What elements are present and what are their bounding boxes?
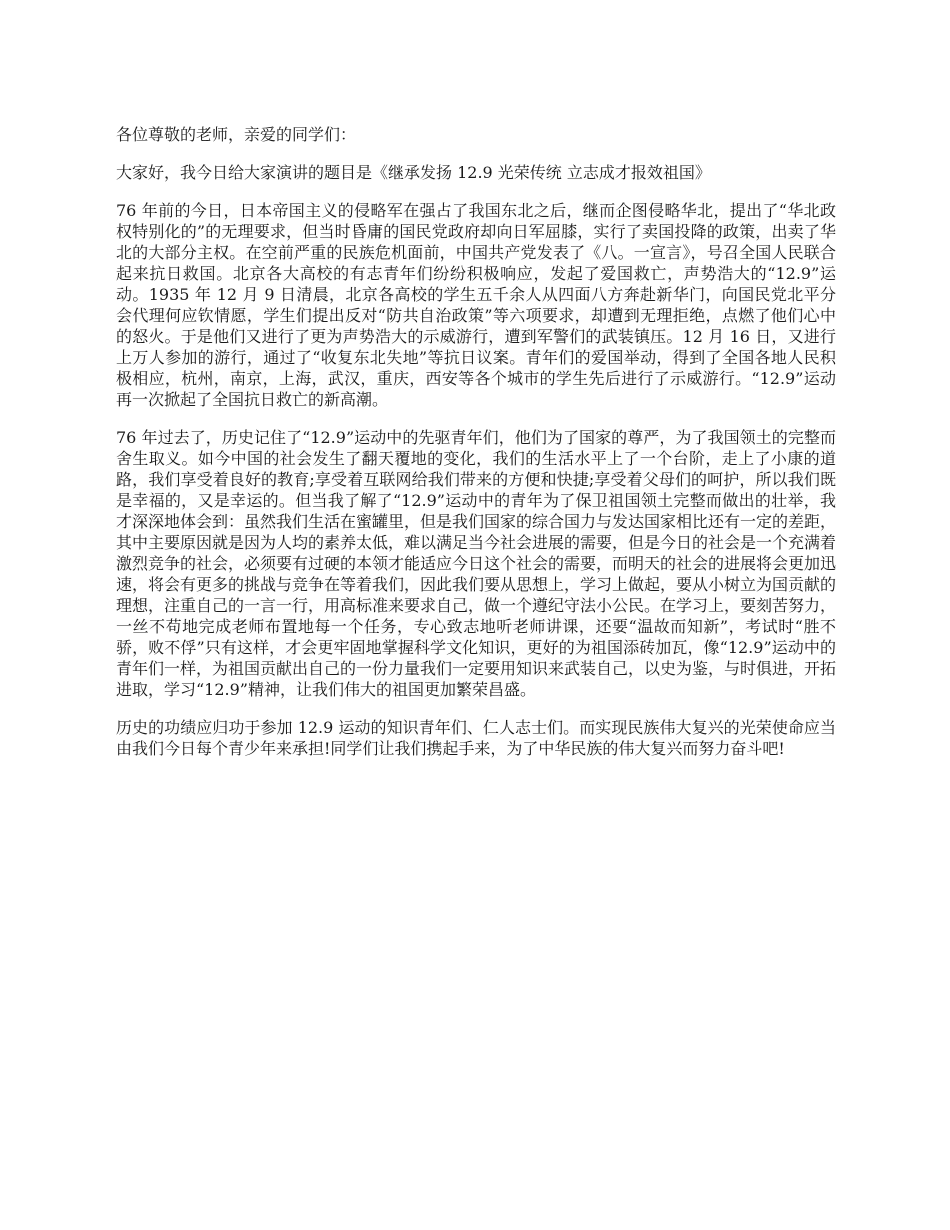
paragraph-reflection: 76 年过去了，历史记住了“12.9”运动中的先驱青年们，他们为了国家的尊严，为了我国领土的完整而舍生取义。如今中国的社会发生了翻天覆地的变化，我们的生活水平上了一个台阶，走上了小康的道路，我们享受着良好的教育;享受着互联网给我们带来的方便和快捷;享受着父母们的呵护，所以我们既是幸福的，又是幸运的。但当我了解了“12.9”运动中的青年为了保卫祖国领土完整而做出的壮举，我才深深地体会到：虽然我们生活在蜜罐里，但是我们国家的综合国力与发达国家相比还有一定的差距，其中主要原因就是因为人均的素养太低，难以满足当今社会进展的需要，但是今日的社会是一个充满着激烈竞争的社会，必须要有过硬的本领才能适应今日这个社会的需要，而明天的社会的进展将会更加迅速，将会有更多的挑战与竞争在等着我们，因此我们要从思想上，学习上做起，要从小树立为国贡献的理想，注重自己的一言一行，用高标准来要求自己，做一个遵纪守法小公民。在学习上，要刻苦努力，一丝不苟地完成老师布置地每一个任务，专心致志地听老师讲课，还要“温故而知新”，考试时“胜不骄，败不俘”只有这样，才会更牢固地掌握科学文化知识，更好的为祖国添砖加瓦，像“12.9”运动中的青年们一样，为祖国贡献出自己的一份力量我们一定要用知识来武装自己，以史为鉴，与时俱进，开拓进取，学习“12.9”精神，让我们伟大的祖国更加繁荣昌盛。 bbox=[116, 428, 837, 699]
salutation: 各位尊敬的老师，亲爱的同学们： bbox=[116, 125, 357, 144]
document-body bbox=[116, 124, 836, 776]
paragraph-conclusion: 历史的功绩应归功于参加 12.9 运动的知识青年们、仁人志士们。而实现民族伟大复兴的光荣使命应当由我们今日每个青少年来承担!同学们让我们携起手来，为了中华民族的伟大复兴而努力奋斗吧! bbox=[116, 718, 836, 758]
speech-intro: 大家好，我今日给大家演讲的题目是《继承发扬 12.9 光荣传统 立志成才报效祖国》 bbox=[116, 163, 711, 182]
paragraph-history: 76 年前的今日，日本帝国主义的侵略军在强占了我国东北之后，继而企图侵略华北，提出了“华北政权特别化的”的无理要求，但当时昏庸的国民党政府却向日军屈膝，实行了卖国投降的政策，出卖了华北的大部分主权。在空前严重的民族危机面前，中国共产党发表了《八。一宣言》，号召全国人民联合起来抗日救国。北京各大高校的有志青年们纷纷积极响应，发起了爱国救亡，声势浩大的“12.9”运动。1935 年 12 月 9 日清晨，北京各高校的学生五千余人从四面八方奔赴新华门，向国民党北平分会代理何应钦情愿，学生们提出反对“防共自治政策”等六项要求，却遭到无理拒绝，点燃了他们心中的怒火。于是他们又进行了更为声势浩大的示威游行，遭到军警们的武装镇压。12 月 16 日，又进行上万人参加的游行，通过了“收复东北失地”等抗日议案。青年们的爱国举动，得到了全国各地人民积极相应，杭州，南京，上海，武汉，重庆，西安等各个城市的学生先后进行了示威游行。“12.9”运动再一次掀起了全国抗日救亡的新高潮。 bbox=[116, 201, 836, 409]
